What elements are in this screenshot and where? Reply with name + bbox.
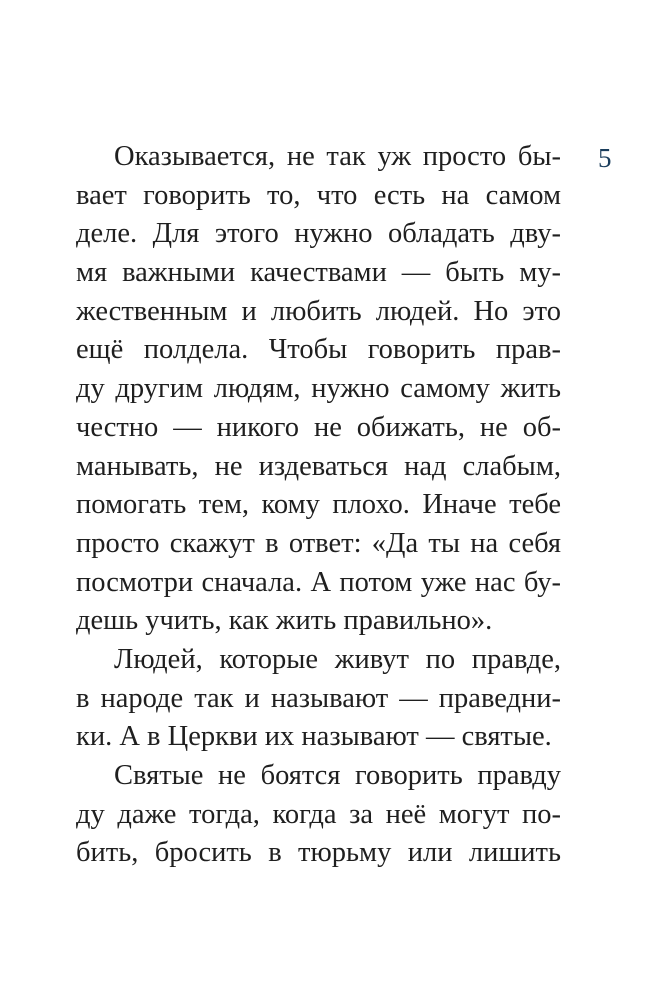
body-text [76, 138, 561, 873]
text-line: Оказывается, не так уж просто бы- [114, 141, 561, 172]
text-line: манывать, не издеваться над слабым, [76, 450, 561, 482]
text-line: в народе так и называют — праведни- [76, 682, 561, 714]
text-line: помогать тем, кому плохо. Иначе тебе [76, 489, 561, 521]
text-line: мя важными качествами — быть му- [76, 257, 561, 289]
text-line: Святые не боятся говорить правду [114, 760, 561, 791]
text-line: Людей, которые живут по правде, [114, 643, 561, 675]
text-line: ду другим людям, нужно самому жить [76, 373, 561, 405]
text-line: посмотри сначала. А потом уже нас бу- [76, 566, 561, 598]
text-line: вает говорить то, что есть на самом [76, 179, 561, 211]
text-line: ки. А в Церкви их называют — святые. [76, 721, 552, 753]
text-line: дешь учить, как жить правильно». [76, 605, 493, 637]
text-line: жественным и любить людей. Но это [76, 295, 561, 327]
text-line: ду даже тогда, когда за неё могут по- [76, 798, 561, 830]
text-line: ещё полдела. Чтобы говорить прав- [76, 334, 561, 366]
text-line: бить, бросить в тюрьму или лишить [76, 837, 561, 869]
text-line: просто скажут в ответ: «Да ты на себя [76, 527, 561, 559]
page-number: 5 [598, 143, 612, 173]
text-line: деле. Для этого нужно обладать дву- [76, 218, 561, 250]
text-line: честно — никого не обижать, не об- [76, 411, 561, 443]
